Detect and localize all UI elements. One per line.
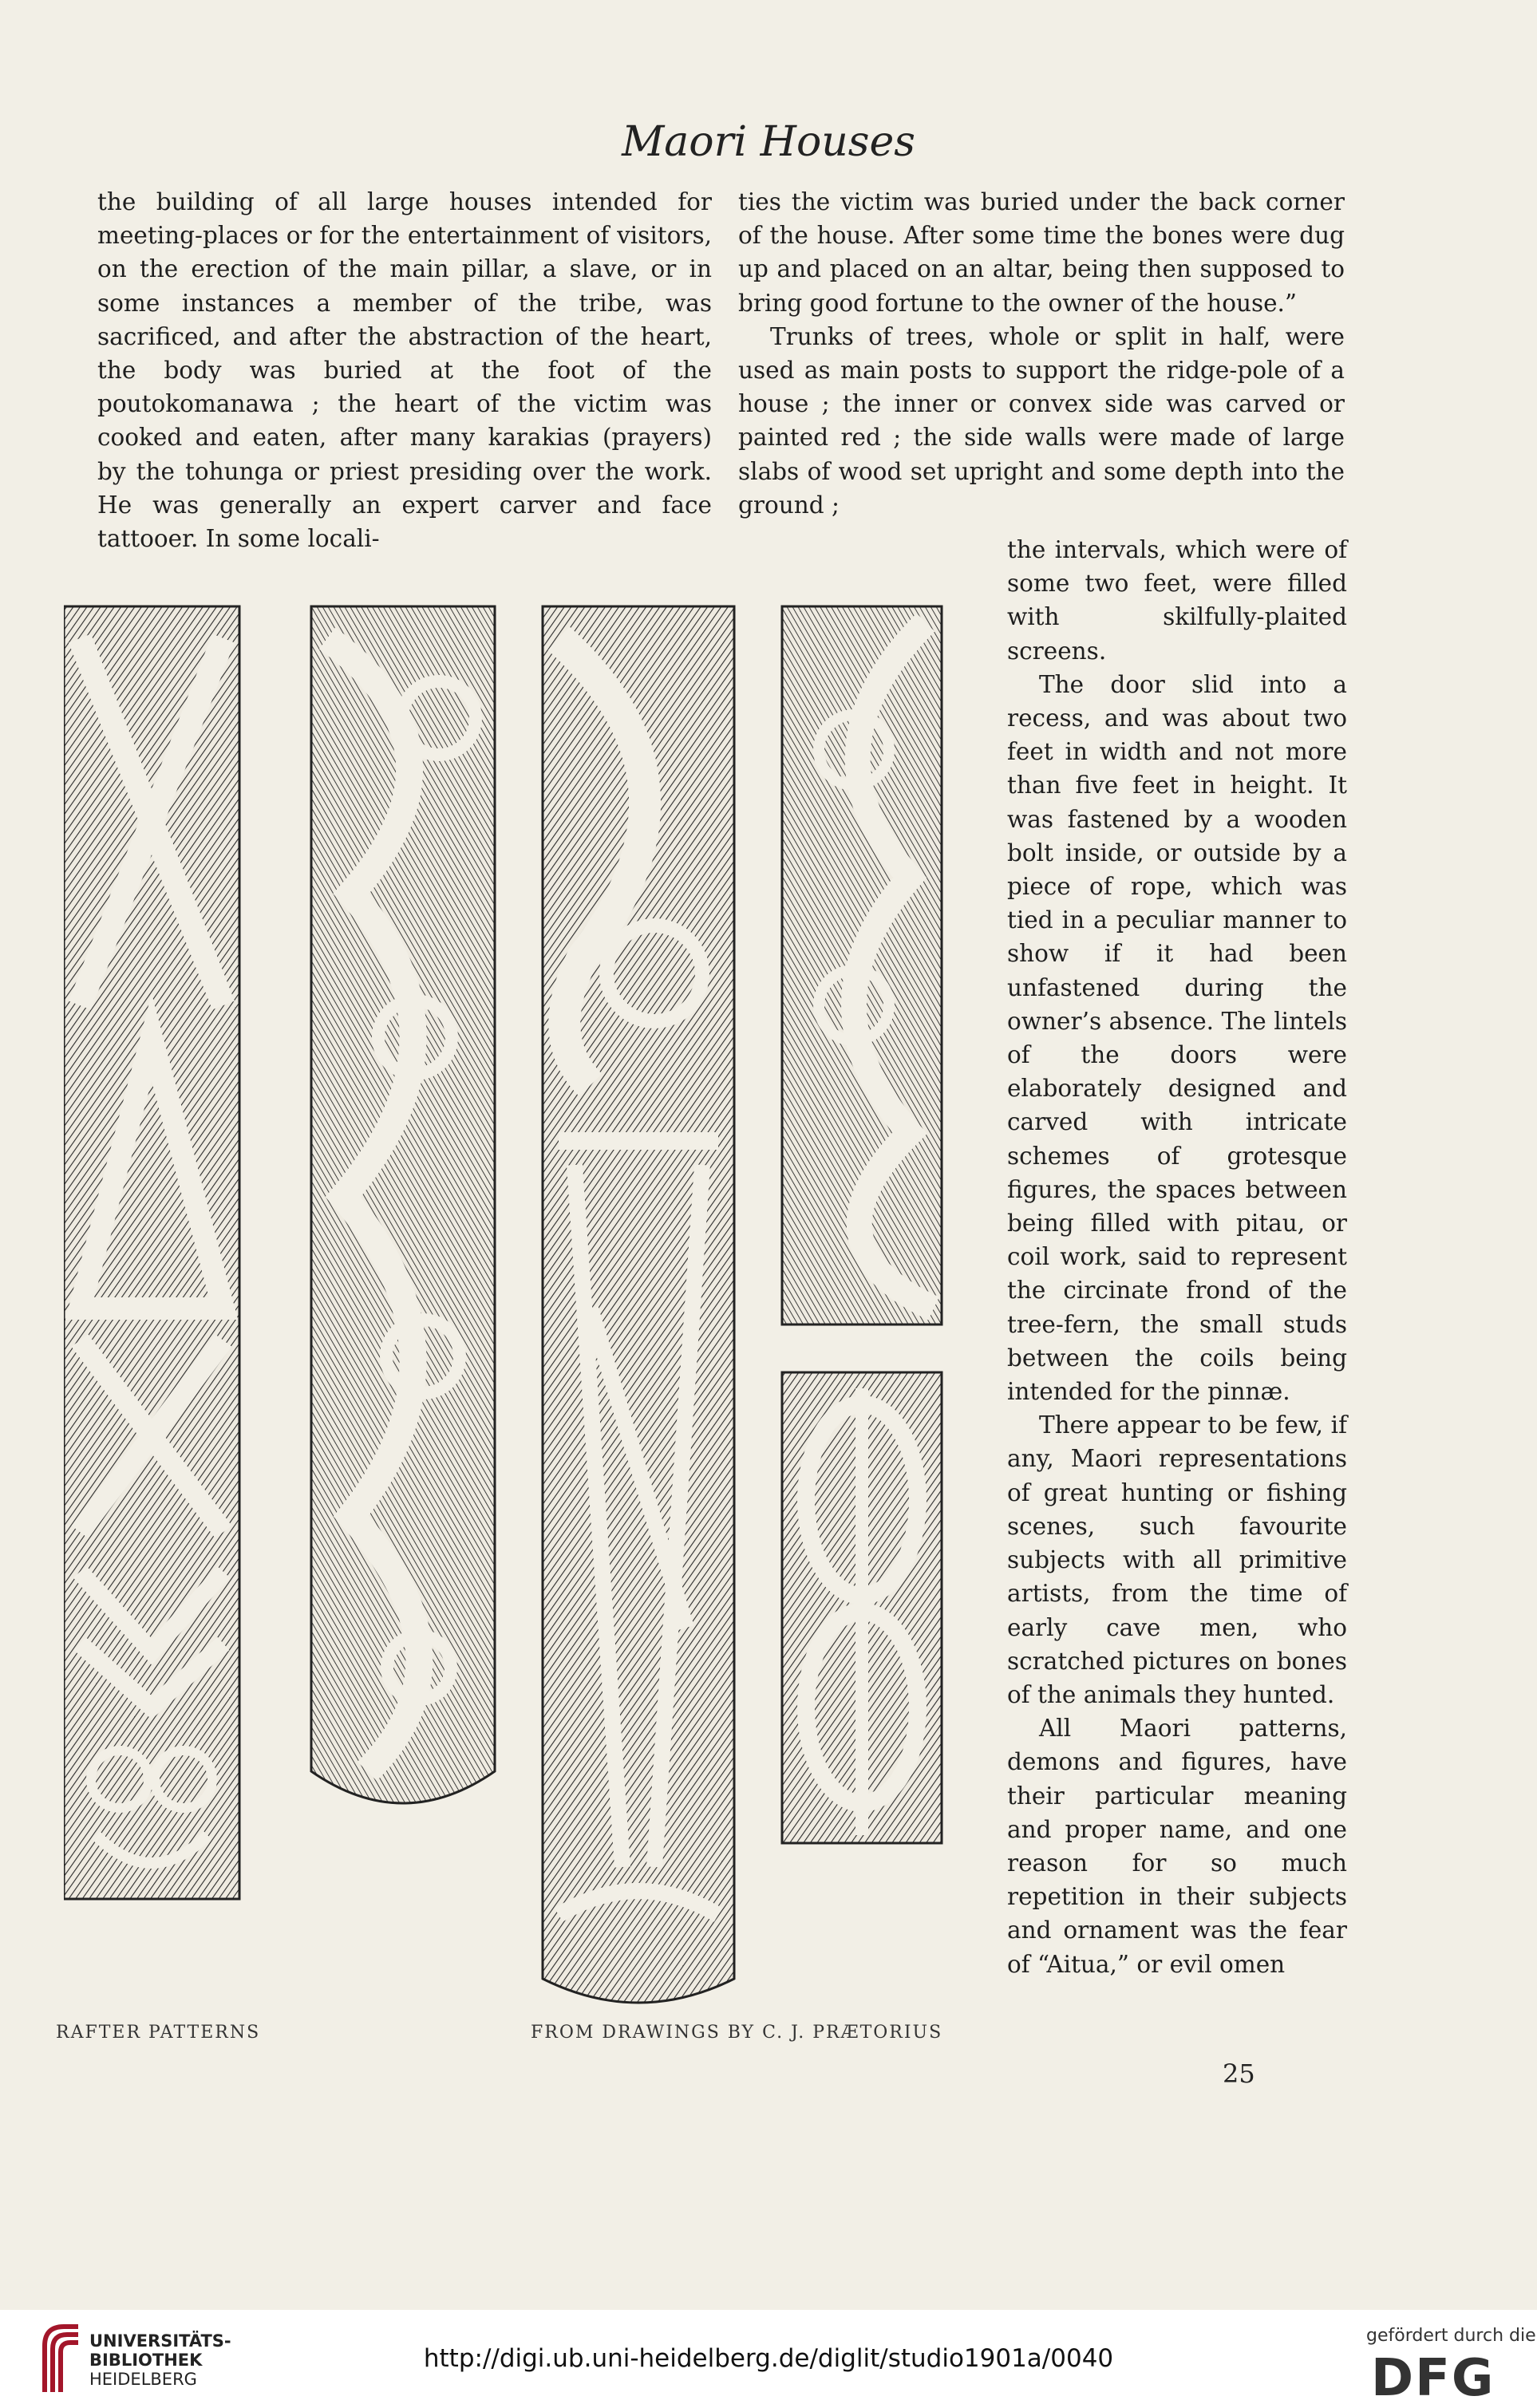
paragraph: Trunks of trees, whole or split in half, were used as main posts to support the ridge-pole of a house ; the inner or convex side was carved or painted red ; the side walls were made of large slabs of wood set upright and some depth into the ground ;	[738, 322, 1345, 519]
funded-by-label: gefördert durch die	[1366, 2326, 1536, 2346]
dfg-logo: DFG	[1371, 2349, 1496, 2408]
paragraph: ties the victim was buried under the back corner of the house. After some time the bones were dug up and placed on an altar, being then supposed to bring good fortune to the owner of the house.”	[738, 188, 1345, 317]
library-name-line3: HEIDELBERG	[89, 2370, 197, 2389]
page-number: 25	[1223, 2059, 1255, 2089]
rafter-panel-3	[543, 606, 734, 2003]
paragraph: the intervals, which were of some two feet, were filled with skilfully-plaited screens.	[1007, 536, 1347, 665]
figure-caption-right: FROM DRAWINGS BY C. J. PRÆTORIUS	[531, 2023, 943, 2043]
running-head: Maori Houses	[622, 118, 915, 166]
library-name-line1: UNIVERSITÄTS-	[89, 2331, 231, 2351]
right-text-column-top	[738, 185, 1345, 522]
rafter-panel-4-lower	[782, 1372, 942, 1843]
rafter-panel-1	[64, 606, 239, 1899]
figure-caption-left: RAFTER PATTERNS	[56, 2023, 261, 2043]
library-name-line2: BIBLIOTHEK	[89, 2351, 203, 2370]
rafter-panel-2	[311, 606, 495, 1803]
rafter-patterns-illustration	[64, 590, 990, 2027]
paragraph: All Maori patterns, demons and figures, have their particular meaning and proper name, and one reason for so much repetition in their subjects and ornament was the fear of “Aitua,” or evil omen	[1007, 1715, 1347, 1978]
source-url-link[interactable]: http://digi.ub.uni-heidelberg.de/diglit/studio1901a/0040	[423, 2344, 1114, 2373]
right-text-column-narrow	[1007, 533, 1347, 1981]
rafter-panel-4-upper	[782, 606, 942, 1324]
paragraph: There appear to be few, if any, Maori representations of great hunting or fishing scenes, such favourite subjects with all primitive artists, from the time of early cave men, who scratched pictures on bones of the animals they hunted.	[1007, 1411, 1347, 1708]
left-text-column	[97, 185, 712, 555]
paragraph: The door slid into a recess, and was about two feet in width and not more than five feet in height. It was fastened by a wooden bolt inside, or outside by a piece of rope, which was tied in a peculiar manner to show if it had been unfastened during the owner’s absence. The lintels of the doors were elaborately designed and carved with intricate schemes of grotesque figures, the spaces between being filled with pitau, or coil work, said to represent the circinate frond of the tree-fern, the small studs between the coils being intended for the pinnæ.	[1007, 670, 1347, 1406]
paragraph: the building of all large houses intended for meeting-places or for the entertainment of visitors, on the erection of the main pillar, a slave, or in some instances a member of the tribe, was sacrificed, and after the abstraction of the heart, the body was buried at the foot of the poutokomanawa ; the heart of the victim was cooked and eaten, after many karakias (prayers) by the tohunga or priest presiding over the work. He was generally an expert carver and face tattooer. In some locali-	[97, 188, 712, 553]
